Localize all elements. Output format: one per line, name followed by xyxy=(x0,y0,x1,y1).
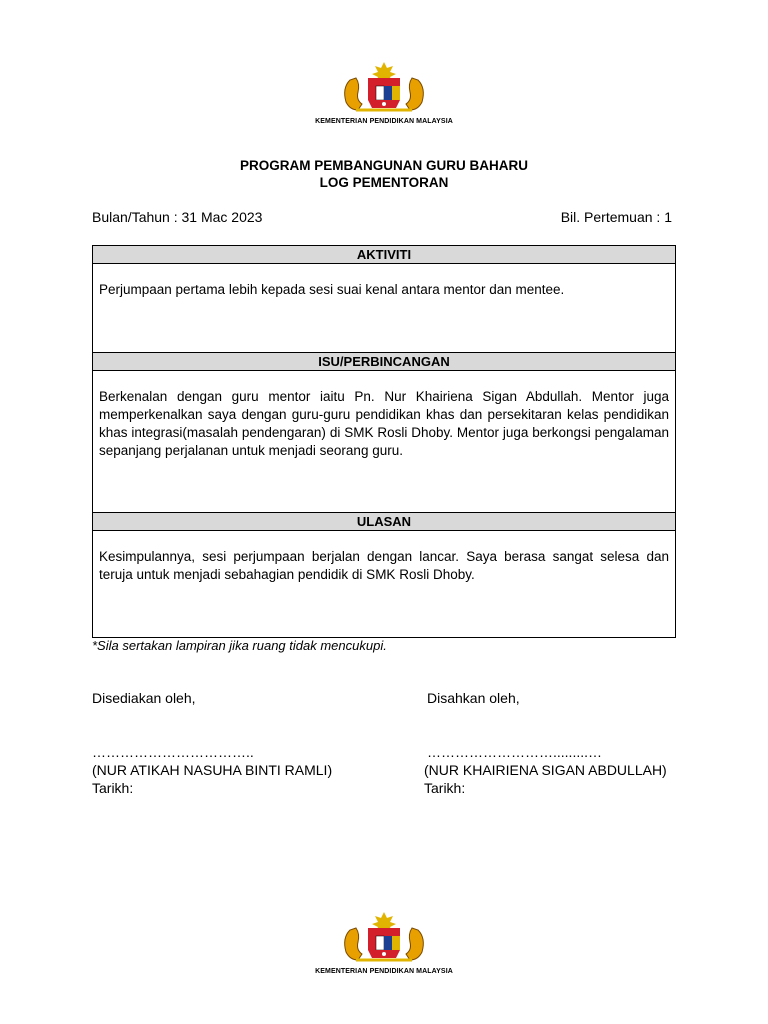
approved-by-block xyxy=(424,743,667,797)
section-heading-aktiviti: AKTIVITI xyxy=(93,246,675,264)
section-body-ulasan: Kesimpulannya, sesi perjumpaan berjalan dengan lancar. Saya berasa sangat selesa dan teruja untuk menjadi sebahagian pendidik di SMK Rosli Dhoby. xyxy=(99,549,669,582)
footer-crest-block xyxy=(0,910,768,975)
attachment-note: *Sila sertakan lampiran jika ruang tidak mencukupi. xyxy=(92,638,387,653)
footer-ministry-label: KEMENTERIAN PENDIDIKAN MALAYSIA xyxy=(315,968,453,975)
prepared-name: (NUR ATIKAH NASUHA BINTI RAMLI) xyxy=(92,762,333,778)
section-body-isu-perbincangan: Berkenalan dengan guru mentor iaitu Pn. Nur Khairiena Sigan Abdullah. Mentor juga memperkenalkan saya dengan guru-guru pendidikan khas dan persekitaran kelas pendidikan khas integrasi(masalah pendengaran) di SMK Rosli Dhoby. Mentor juga berkongsi pengalaman sepanjang perjalanan untuk menjadi seorang guru. xyxy=(93,371,675,513)
document-title xyxy=(0,157,768,191)
prepared-by-label: Disediakan oleh, xyxy=(92,690,196,706)
malaysia-coat-of-arms-icon xyxy=(336,910,432,966)
approved-signature-line: ……………………….........… xyxy=(427,744,603,760)
approved-name: (NUR KHAIRIENA SIGAN ABDULLAH) xyxy=(424,762,667,778)
approved-date-label: Tarikh: xyxy=(424,780,466,796)
header-crest-block xyxy=(0,60,768,125)
month-year-text: Bulan/Tahun : 31 Mac 2023 xyxy=(92,209,263,225)
mentoring-log-table xyxy=(92,245,676,638)
prepared-by-block xyxy=(92,743,332,797)
prepared-date-label: Tarikh: xyxy=(92,780,134,796)
title-line-2: LOG PEMENTORAN xyxy=(319,175,449,190)
approved-by-label: Disahkan oleh, xyxy=(427,690,520,706)
title-line-1: PROGRAM PEMBANGUNAN GURU BAHARU xyxy=(240,158,528,173)
prepared-signature-line: …………………………….. xyxy=(92,744,254,760)
malaysia-coat-of-arms-icon xyxy=(336,60,432,116)
section-heading-isu-perbincangan: ISU/PERBINCANGAN xyxy=(93,353,675,371)
ministry-label: KEMENTERIAN PENDIDIKAN MALAYSIA xyxy=(315,118,453,125)
section-body-aktiviti: Perjumpaan pertama lebih kepada sesi suai kenal antara mentor dan mentee. xyxy=(93,264,675,353)
section-heading-ulasan: ULASAN xyxy=(93,513,675,531)
meeting-number-text: Bil. Pertemuan : 1 xyxy=(560,209,672,225)
